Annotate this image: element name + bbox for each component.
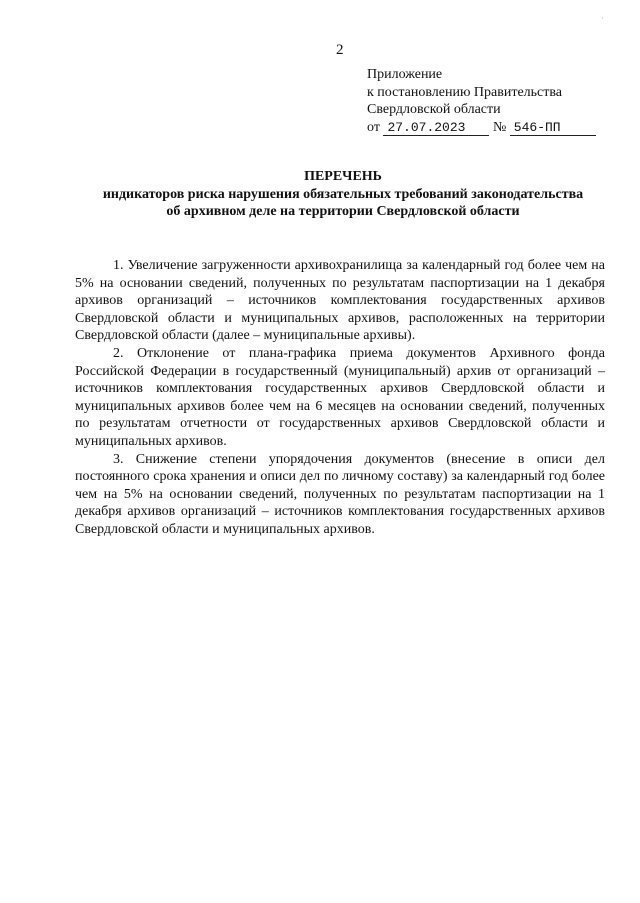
number-sign: №	[492, 119, 507, 135]
document-body	[75, 257, 605, 539]
list-item: 1. Увеличение загруженности архивохранилища за календарный год более чем на 5% на основании сведений, полученных по результатам паспортизации на 1 декабря архивов организаций – источников комплектования государственных архивов Свердловской области и муниципальных архивов, расположенных на территории Свердловской области (далее – муниципальные архивы).	[75, 258, 605, 344]
document-heading	[60, 168, 626, 221]
corner-mark: ·	[601, 14, 604, 23]
appendix-block	[367, 66, 596, 136]
list-item: 3. Снижение степени упорядочения документов (внесение в описи дел постоянного срока хранения и описи дел по личному составу) за календарный год более чем на 5% на основании сведений, полученных по результатам паспортизации на 1 декабря архивов организаций – источников комплектования государственных архивов Свердловской области и муниципальных архивов.	[75, 451, 605, 537]
appendix-date-row	[367, 119, 596, 137]
page-number: 2	[336, 42, 344, 58]
appendix-decree-ref: к постановлению Правительства	[367, 84, 563, 100]
heading-line-2: индикаторов риска нарушения обязательных требований законодательства	[102, 186, 584, 202]
appendix-region: Свердловской области	[367, 102, 501, 117]
list-item: 2. Отклонение от плана-графика приема документов Архивного фонда Российской Федерации в государственный (муниципальный) архив от организаций – источников комплектования государственных архивов Свердловской области и муниципальных архивов более чем на 6 месяцев на основании сведений, полученных по результатам отчетности от государственных архивов Свердловской области и муниципальных архивов.	[75, 345, 605, 449]
heading-line-3: об архивном деле на территории Свердловской области	[166, 204, 520, 219]
decree-number: 546-ПП	[510, 121, 596, 136]
date-prefix: от	[367, 119, 380, 135]
decree-date: 27.07.2023	[383, 121, 489, 136]
appendix-title: Приложение	[367, 67, 443, 82]
heading-title: ПЕРЕЧЕНЬ	[304, 169, 382, 184]
